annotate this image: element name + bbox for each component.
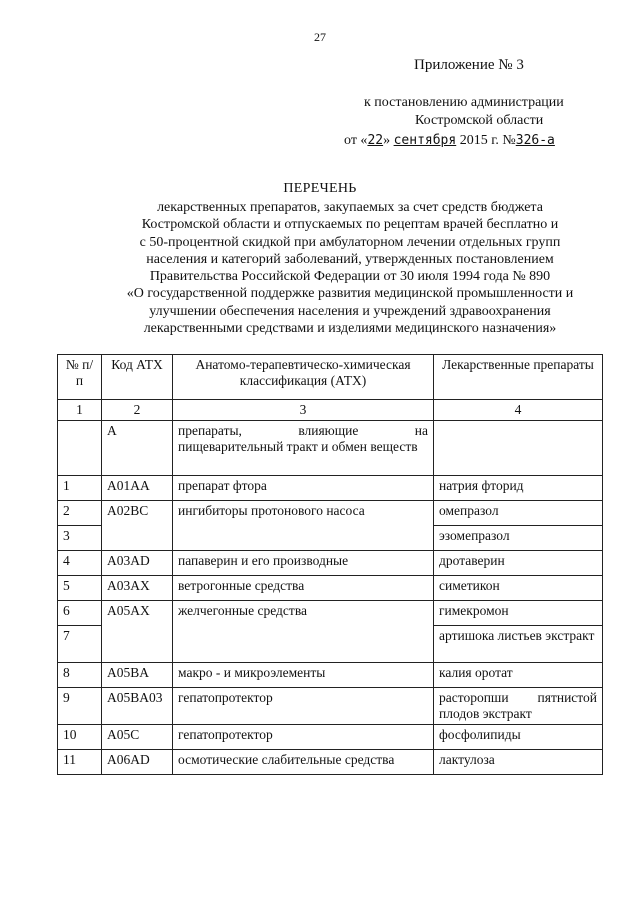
subtitle-line: Костромской области и отпускаемых по рецептам врачей бесплатно и — [141, 217, 559, 233]
cell-classification: ветрогонные средства — [173, 576, 434, 601]
cell-classification: желчегонные средства — [173, 601, 434, 663]
document-subtitle — [95, 199, 605, 337]
cell-classification: препараты, влияющие на пищеварительный тракт и обмен веществ — [173, 421, 434, 476]
cell-code: A03AX — [102, 576, 173, 601]
subtitle-line: лекарственных препаратов, закупаемых за счет средств бюджета — [157, 200, 543, 215]
cell-number: 10 — [58, 725, 102, 750]
date-mid: » — [383, 133, 391, 148]
subtitle-line: населения и категорий заболеваний, утвержденных постановлением — [146, 251, 554, 267]
cell-number: 3 — [58, 526, 102, 551]
cell-drug: симетикон — [434, 576, 603, 601]
table-row — [58, 501, 603, 526]
cell-drug: расторопши пятнистой плодов экстракт — [434, 688, 603, 725]
cell-code: A05BA03 — [102, 688, 173, 725]
table-row — [58, 663, 603, 688]
cell-number: 7 — [58, 626, 102, 663]
drug-list-table — [57, 354, 603, 775]
cell-drug: омепразол — [434, 501, 603, 526]
cell-number — [58, 421, 102, 476]
cell-drug: лактулоза — [434, 750, 603, 775]
resolution-date — [344, 133, 555, 149]
table-row — [58, 688, 603, 725]
cell-drug: гимекромон — [434, 601, 603, 626]
cell-number: 9 — [58, 688, 102, 725]
header-classification: Анатомо-терапевтическо-химическая классификация (АТХ) — [173, 355, 434, 400]
cell-code: A05BA — [102, 663, 173, 688]
column-number-row — [58, 400, 603, 421]
cell-code: A03AD — [102, 551, 173, 576]
document-title: ПЕРЕЧЕНЬ — [283, 181, 357, 196]
cell-drug: дротаверин — [434, 551, 603, 576]
table-row — [58, 576, 603, 601]
column-number: 1 — [58, 400, 102, 421]
header-drugs: Лекарственные препараты — [434, 355, 603, 400]
header-number: № п/п — [58, 355, 102, 400]
cell-number: 6 — [58, 601, 102, 626]
column-number: 2 — [102, 400, 173, 421]
cell-classification: осмотические слабительные средства — [173, 750, 434, 775]
table-row — [58, 551, 603, 576]
date-prefix: от « — [344, 133, 368, 148]
cell-drug: натрия фторид — [434, 476, 603, 501]
cell-drug: эзомепразол — [434, 526, 603, 551]
cell-drug — [434, 421, 603, 476]
cell-drug: фосфолипиды — [434, 725, 603, 750]
cell-classification: макро - и микроэлементы — [173, 663, 434, 688]
appendix-heading: Приложение № 3 — [414, 57, 524, 73]
subtitle-line: Правительства Российской Федерации от 30 июля 1994 года № 890 — [149, 269, 551, 285]
cell-code: A06AD — [102, 750, 173, 775]
subtitle-line: с 50-процентной скидкой при амбулаторном лечении отдельных групп — [139, 234, 561, 250]
cell-number: 4 — [58, 551, 102, 576]
subtitle-line: улучшении обеспечения населения и учреждений здравоохранения — [149, 303, 551, 319]
table-row — [58, 601, 603, 626]
subtitle-line: «О государственной поддержке развития медицинской промышленности и — [126, 286, 574, 302]
cell-code: A — [102, 421, 173, 476]
date-day: 22 — [367, 133, 384, 148]
cell-number: 8 — [58, 663, 102, 688]
cell-code: A01AA — [102, 476, 173, 501]
cell-classification: гепатопротектор — [173, 688, 434, 725]
page-number: 27 — [314, 30, 326, 44]
cell-number: 1 — [58, 476, 102, 501]
cell-number: 5 — [58, 576, 102, 601]
table-row — [58, 476, 603, 501]
resolution-line-1: к постановлению администрации — [364, 95, 564, 110]
table-row — [58, 750, 603, 775]
column-number: 3 — [173, 400, 434, 421]
cell-code: A05AX — [102, 601, 173, 663]
header-atc-code: Код АТХ — [102, 355, 173, 400]
table-row — [58, 725, 603, 750]
resolution-line-2: Костромской области — [415, 113, 544, 128]
date-month: сентября — [393, 133, 457, 148]
cell-classification: препарат фтора — [173, 476, 434, 501]
cell-classification: папаверин и его производные — [173, 551, 434, 576]
date-year: 2015 г. № — [459, 133, 516, 148]
cell-classification: ингибиторы протонового насоса — [173, 501, 434, 551]
cell-drug: калия оротат — [434, 663, 603, 688]
cell-classification: гепатопротектор — [173, 725, 434, 750]
table-header-row — [58, 355, 603, 400]
cell-number: 11 — [58, 750, 102, 775]
cell-drug: артишока листьев экстракт — [434, 626, 603, 663]
cell-code: A05C — [102, 725, 173, 750]
cell-code: A02BC — [102, 501, 173, 551]
resolution-number: 326-а — [515, 133, 555, 148]
table-group-row — [58, 421, 603, 476]
column-number: 4 — [434, 400, 603, 421]
subtitle-line: лекарственными средствами и изделиями медицинского назначения» — [143, 321, 557, 337]
cell-number: 2 — [58, 501, 102, 526]
